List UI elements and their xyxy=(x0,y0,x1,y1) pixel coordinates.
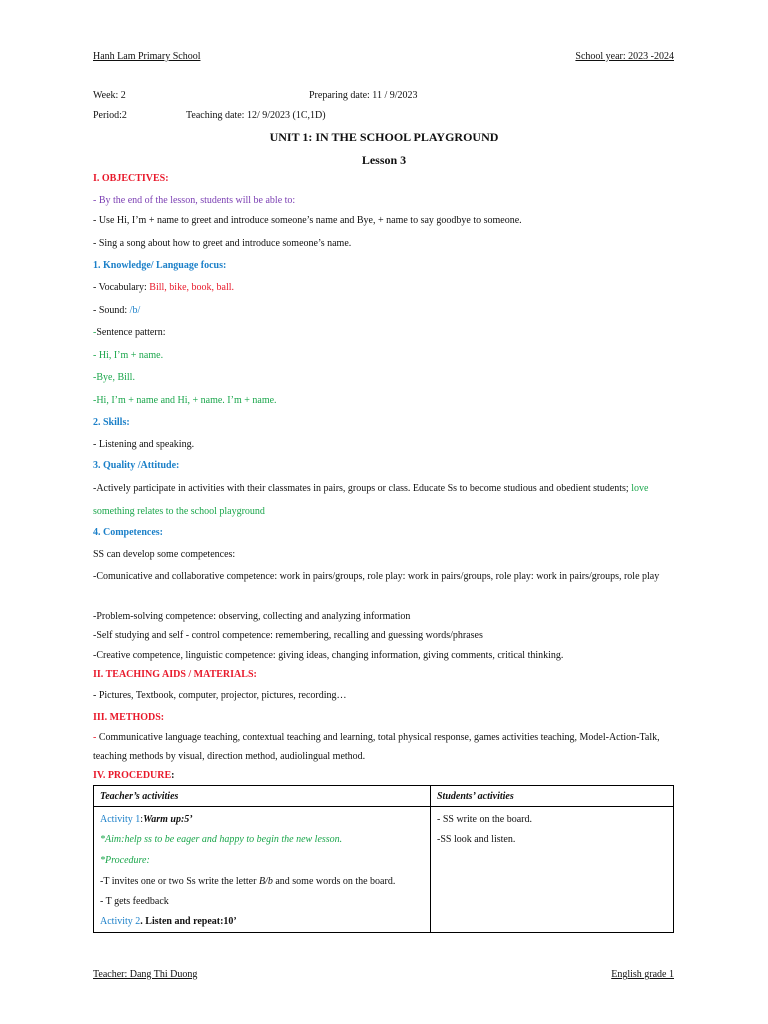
teacher-step-1-letter: B/b xyxy=(258,876,273,887)
competence-1: -Comunicative and collaborative competence: work in pairs/groups, role play: work in pairs/groups, role play: work in pairs/groups, role play xyxy=(93,571,660,582)
unit-title: UNIT 1: IN THE SCHOOL PLAYGROUND xyxy=(269,130,499,144)
sentence-dash: - xyxy=(93,327,97,338)
sentence-pattern-label: Sentence pattern: xyxy=(96,327,166,338)
quality-green-text: love something relates to the school playground xyxy=(93,483,649,517)
sentence-pattern-line xyxy=(93,327,678,338)
school-year: School year: 2023 -2024 xyxy=(575,51,674,62)
pattern-1: - Hi, I’m + name. xyxy=(93,350,164,361)
procedure-heading xyxy=(93,770,678,781)
competence-2: -Problem-solving competence: observing, collecting and analyzing information xyxy=(93,611,411,622)
teacher-step-1-post: and some words on the board. xyxy=(272,876,396,887)
methods-text: Communicative language teaching, contextual teaching and learning, total physical response, games activities teaching, Model-Action-Talk, teaching methods by visual, direction method, audiolingual method. xyxy=(93,732,660,762)
week: Week: 2 xyxy=(93,90,126,101)
sound-label: - Sound: xyxy=(93,305,130,316)
procedure-heading-colon: : xyxy=(171,770,175,781)
teacher-activities-cell xyxy=(94,807,431,933)
footer-subject: English grade 1 xyxy=(611,969,674,980)
student-step-2: -SS look and listen. xyxy=(437,834,516,845)
activity-1-label: Activity 1 xyxy=(100,814,141,825)
teacher-step-2: - T gets feedback xyxy=(100,896,169,907)
quality-paragraph xyxy=(93,477,678,523)
activity-2-title: . Listen and repeat:10’ xyxy=(140,916,237,927)
activity-2-line xyxy=(100,912,424,932)
methods-dash: - xyxy=(93,732,99,743)
activity-1-title: Warm up:5’ xyxy=(143,814,193,825)
methods-paragraph xyxy=(93,728,678,766)
quality-text: -Actively participate in activities with their classmates in pairs, groups or class. Educate Ss to become studious and obedient students; xyxy=(93,483,632,494)
table-row xyxy=(94,807,674,933)
pattern-2: -Bye, Bill. xyxy=(93,372,135,383)
students-activities-cell xyxy=(431,807,674,933)
skills-text: - Listening and speaking. xyxy=(93,439,195,450)
procedure-table xyxy=(93,785,674,933)
vocabulary-label: - Vocabulary: xyxy=(93,282,150,293)
aim-line: *Aim:help ss to be eager and happy to begin the new lesson. xyxy=(100,834,343,845)
teacher-step-1 xyxy=(100,872,424,892)
quality-heading: 3. Quality /Attitude: xyxy=(93,460,180,471)
competences-heading: 4. Competences: xyxy=(93,527,163,538)
school-name: Hanh Lam Primary School xyxy=(93,51,201,62)
sound-value: /b/ xyxy=(129,305,141,316)
students-activities-header: Students’ activities xyxy=(431,786,674,807)
lesson-title: Lesson 3 xyxy=(361,153,407,167)
objectives-intro: - By the end of the lesson, students will be able to: xyxy=(93,195,296,206)
objective-line-2: - Sing a song about how to greet and introduce someone’s name. xyxy=(93,238,352,249)
knowledge-heading: 1. Knowledge/ Language focus: xyxy=(93,260,227,271)
table-header-row xyxy=(94,786,674,807)
procedure-heading-text: IV. PROCEDURE xyxy=(93,770,172,781)
student-step-1: - SS write on the board. xyxy=(437,814,532,825)
period: Period:2 xyxy=(93,110,127,121)
vocabulary-words: Bill, bike, book, ball. xyxy=(149,282,235,293)
objective-line-1: - Use Hi, I’m + name to greet and introduce someone’s name and Bye, + name to say goodbye to someone. xyxy=(93,215,522,226)
methods-heading: III. METHODS: xyxy=(93,712,165,723)
footer-teacher: Teacher: Dang Thi Duong xyxy=(93,969,198,980)
aids-heading: II. TEACHING AIDS / MATERIALS: xyxy=(93,669,257,680)
activity-1-line xyxy=(100,810,424,830)
pattern-3: -Hi, I’m + name and Hi, + name. I’m + name. xyxy=(93,395,277,406)
competences-intro: SS can develop some competences: xyxy=(93,549,236,560)
sound-line xyxy=(93,305,678,316)
procedure-label: *Procedure: xyxy=(100,855,150,866)
teaching-date: Teaching date: 12/ 9/2023 (1C,1D) xyxy=(186,110,326,121)
teacher-activities-header: Teacher’s activities xyxy=(94,786,431,807)
skills-heading: 2. Skills: xyxy=(93,417,130,428)
aids-text: - Pictures, Textbook, computer, projector, pictures, recording… xyxy=(93,690,347,701)
activity-1-colon: : xyxy=(140,814,144,825)
vocabulary-line xyxy=(93,282,678,293)
competence-4: -Creative competence, linguistic competence: giving ideas, changing information, giving comments, critical thinking. xyxy=(93,650,564,661)
competence-3: -Self studying and self - control competence: remembering, recalling and guessing words/phrases xyxy=(93,630,483,641)
objectives-heading: I. OBJECTIVES: xyxy=(93,173,169,184)
activity-2-label: Activity 2 xyxy=(100,916,141,927)
teacher-step-1-pre: -T invites one or two Ss write the letter xyxy=(100,876,259,887)
preparing-date: Preparing date: 11 / 9/2023 xyxy=(309,90,418,101)
